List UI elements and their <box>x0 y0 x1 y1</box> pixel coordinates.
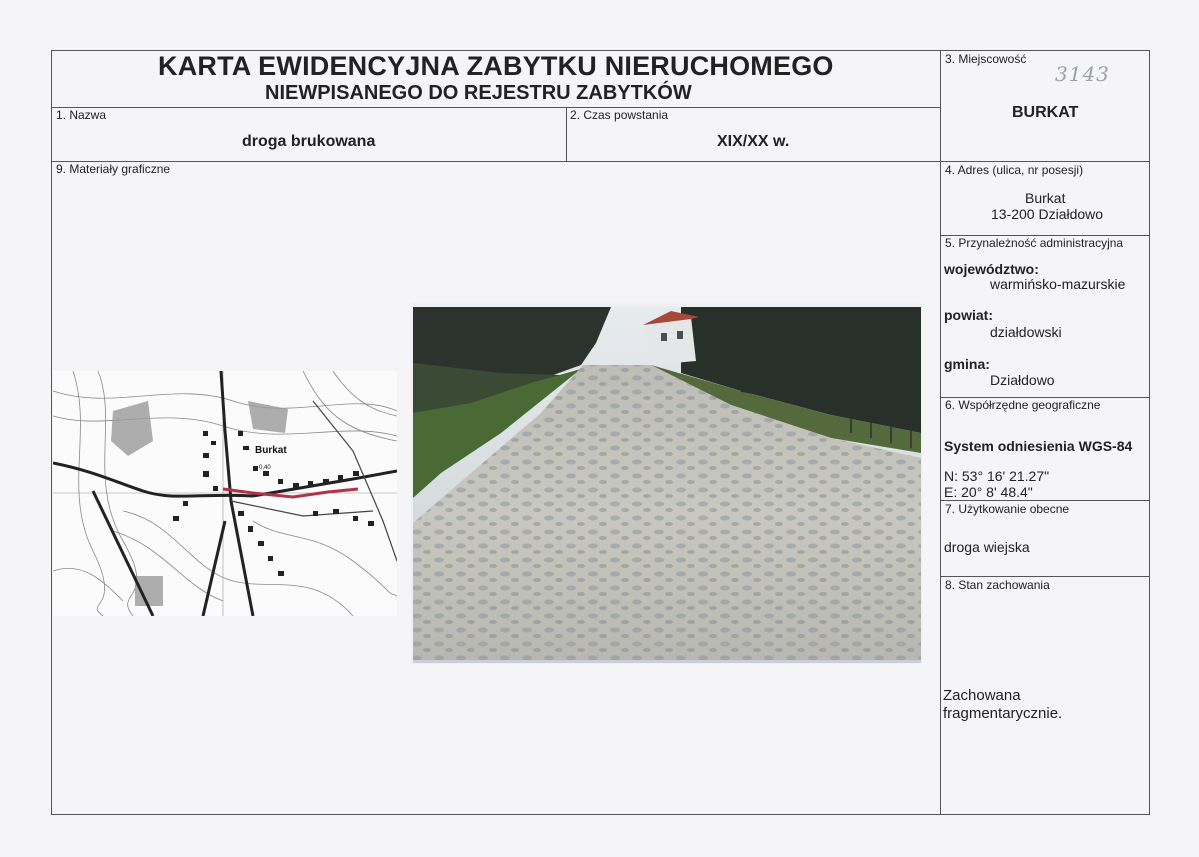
voivodeship-value: warmińsko-mazurskie <box>990 276 1126 292</box>
commune-value: Działdowo <box>990 372 1055 388</box>
address-line2: 13-200 Działdowo <box>991 206 1104 222</box>
county-label: powiat: <box>944 307 993 323</box>
state-label: 8. Stan zachowania <box>945 578 1050 592</box>
card-title: KARTA EWIDENCYJNA ZABYTKU NIERUCHOMEGO <box>158 51 834 81</box>
map-place-label: Burkat <box>255 445 287 456</box>
date-label: 2. Czas powstania <box>570 108 669 122</box>
divider-right-column <box>940 50 941 815</box>
admin-label: 5. Przynależność administracyjna <box>945 236 1124 250</box>
coords-system: System odniesienia WGS-84 <box>944 438 1133 454</box>
divider-header <box>51 107 940 108</box>
place-label: 3. Miejscowość <box>945 52 1027 66</box>
frame-bottom <box>51 814 1150 815</box>
card-subtitle: NIEWPISANEGO DO REJESTRU ZABYTKÓW <box>265 82 692 104</box>
voivodeship-label: województwo: <box>944 261 1039 277</box>
name-label: 1. Nazwa <box>56 108 107 122</box>
coords-label: 6. Współrzędne geograficzne <box>945 398 1101 412</box>
handwritten-number: 3143 <box>1055 62 1110 86</box>
use-label: 7. Użytkowanie obecne <box>945 502 1070 516</box>
divider-graphics <box>51 161 1150 162</box>
state-value-line2: fragmentarycznie. <box>943 705 1063 722</box>
coords-north: N: 53° 16' 21.27" <box>944 468 1050 484</box>
topographic-map-image <box>53 371 397 616</box>
county-value: działdowski <box>990 324 1062 340</box>
place-value: BURKAT <box>1012 104 1079 121</box>
road-photograph <box>411 303 922 664</box>
coords-east: E: 20° 8' 48.4" <box>944 484 1033 500</box>
graphics-label: 9. Materiały graficzne <box>56 162 171 176</box>
address-line1: Burkat <box>1025 190 1066 206</box>
address-label: 4. Adres (ulica, nr posesji) <box>945 163 1084 177</box>
date-value: XIX/XX w. <box>717 133 790 150</box>
divider-name-date <box>566 107 567 162</box>
frame-left <box>51 50 52 815</box>
use-value: droga wiejska <box>944 539 1030 555</box>
map-drawing <box>53 371 397 616</box>
photo-drawing <box>411 303 922 664</box>
name-value: droga brukowana <box>242 133 376 150</box>
divider-state <box>940 576 1150 577</box>
state-value-line1: Zachowana <box>943 687 1021 704</box>
frame-right <box>1149 50 1150 815</box>
divider-use <box>940 500 1150 501</box>
map-spot-height: 0,40 <box>259 465 271 471</box>
commune-label: gmina: <box>944 356 990 372</box>
